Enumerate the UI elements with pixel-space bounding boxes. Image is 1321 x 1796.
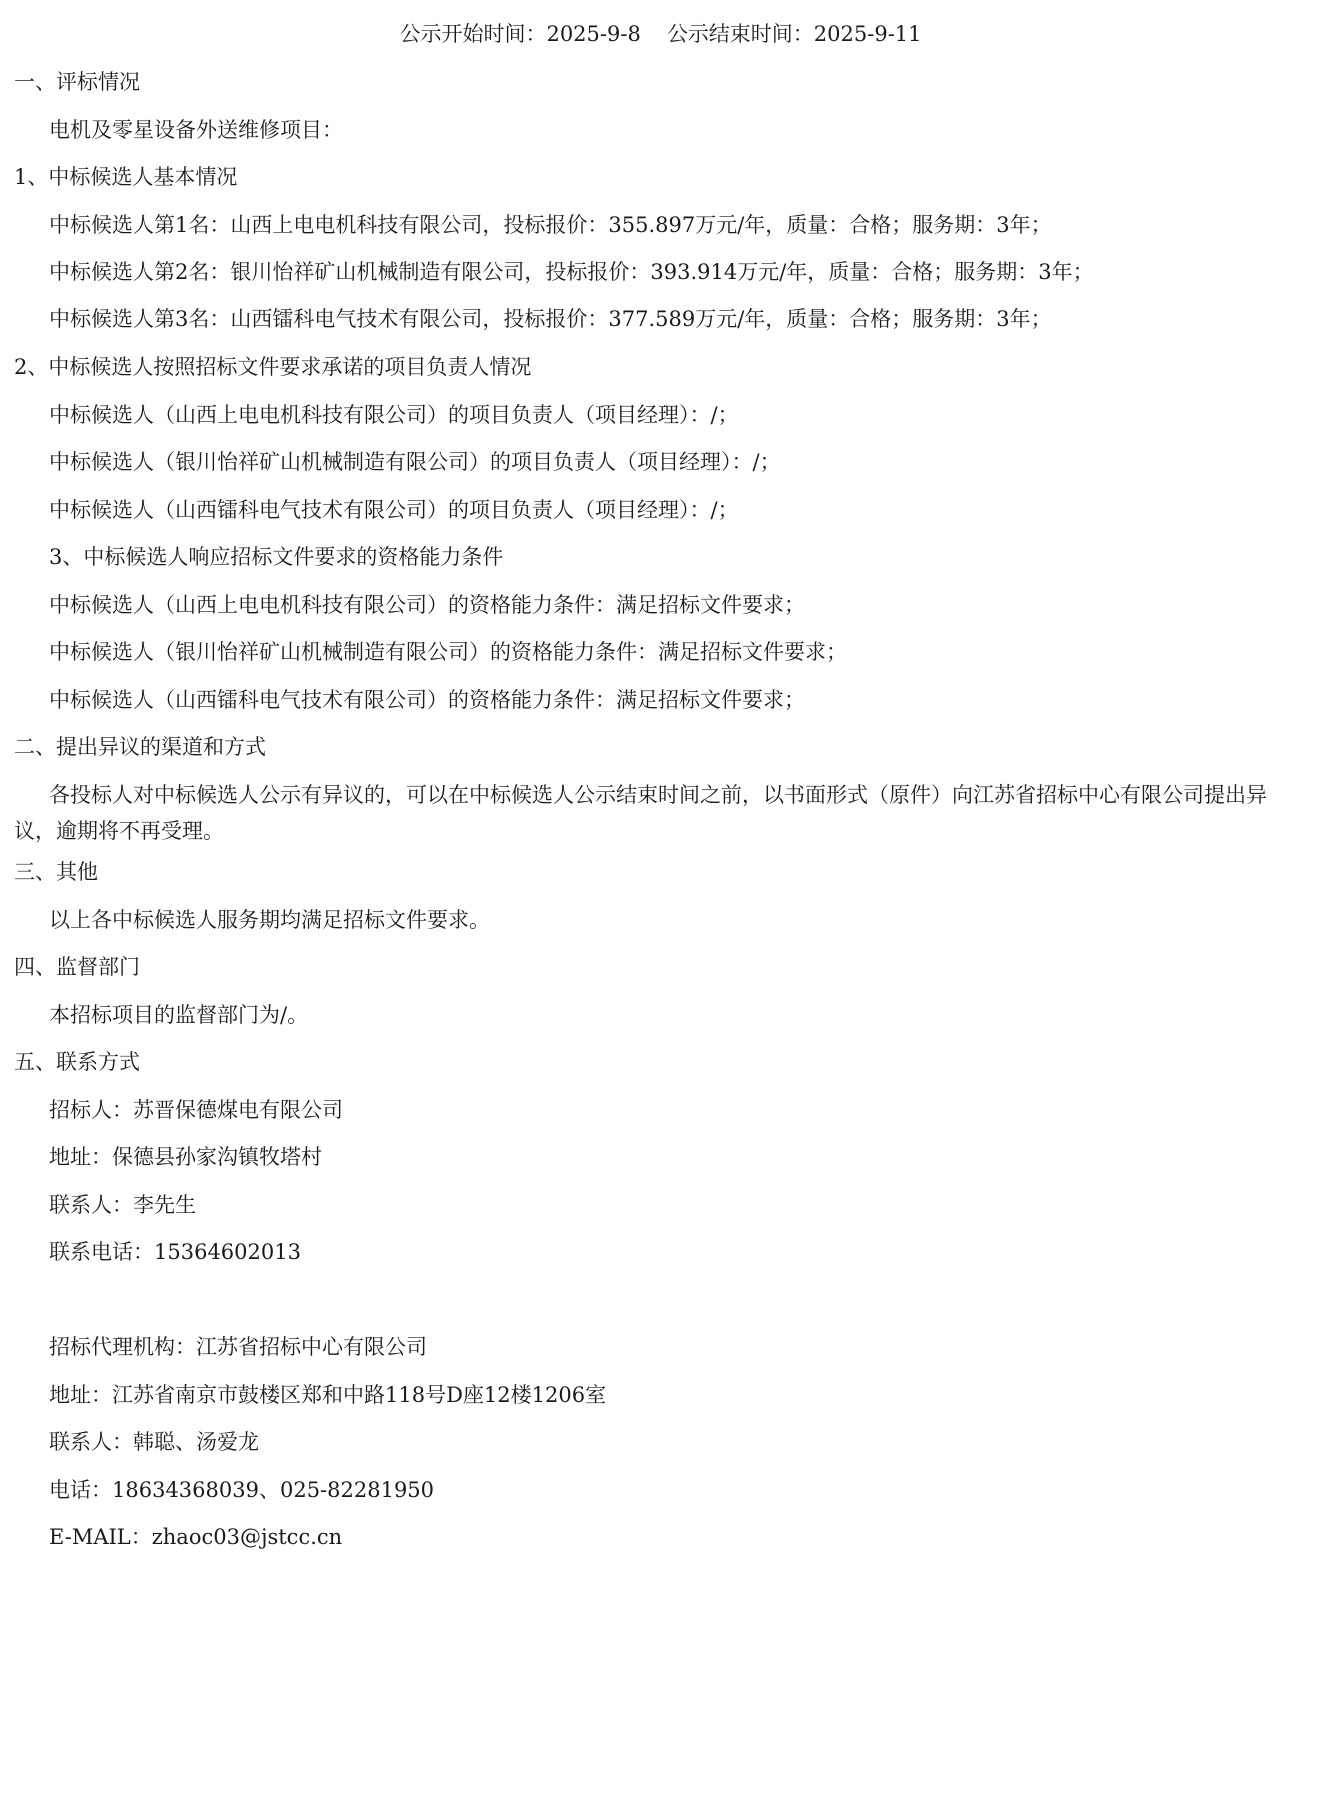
publicity-period (0, 20, 1321, 48)
objection-text: 各投标人对中标候选人公示有异议的，可以在中标候选人公示结束时间之前，以书面形式（原件）向江苏省招标中心有限公司提出异议，逾期将不再受理。 (14, 783, 1267, 843)
tenderer-contact: 联系人：李先生 (49, 1193, 196, 1217)
qualification-1: 中标候选人（山西上电电机科技有限公司）的资格能力条件：满足招标文件要求； (49, 593, 805, 617)
section-5-title: 五、联系方式 (14, 1050, 140, 1074)
project-manager-2: 中标候选人（银川怡祥矿山机械制造有限公司）的项目负责人（项目经理）：/； (49, 450, 781, 474)
agency-address: 地址：江苏省南京市鼓楼区郑和中路118号D座12楼1206室 (49, 1383, 607, 1407)
agency-name: 招标代理机构：江苏省招标中心有限公司 (49, 1335, 427, 1359)
section-4-title: 四、监督部门 (14, 955, 140, 979)
agency-phone: 电话：18634368039、025-82281950 (49, 1478, 435, 1502)
other-text: 以上各中标候选人服务期均满足招标文件要求。 (49, 908, 490, 932)
tenderer-phone: 联系电话：15364602013 (49, 1240, 301, 1264)
project-manager-1: 中标候选人（山西上电电机科技有限公司）的项目负责人（项目经理）：/； (49, 403, 739, 427)
publicity-start-time: 公示开始时间：2025-9-8 (399, 22, 641, 46)
qualification-3: 中标候选人（山西镭科电气技术有限公司）的资格能力条件：满足招标文件要求； (49, 688, 805, 712)
agency-contact: 联系人：韩聪、汤爱龙 (49, 1430, 259, 1454)
section-1-title: 一、评标情况 (14, 70, 140, 94)
subsection-2-title: 2、中标候选人按照招标文件要求承诺的项目负责人情况 (14, 355, 532, 379)
tenderer-address: 地址：保德县孙家沟镇牧塔村 (49, 1145, 322, 1169)
supervision-text: 本招标项目的监督部门为/。 (49, 1003, 309, 1027)
publicity-end-time: 公示结束时间：2025-9-11 (666, 22, 922, 46)
candidate-rank-2: 中标候选人第2名：银川怡祥矿山机械制造有限公司，投标报价：393.914万元/年，质量：合格；服务期：3年； (49, 260, 1094, 284)
qualification-2: 中标候选人（银川怡祥矿山机械制造有限公司）的资格能力条件：满足招标文件要求； (49, 640, 847, 664)
candidate-rank-3: 中标候选人第3名：山西镭科电气技术有限公司，投标报价：377.589万元/年，质量：合格；服务期：3年； (49, 307, 1052, 331)
tenderer-name: 招标人：苏晋保德煤电有限公司 (49, 1098, 343, 1122)
candidate-rank-1: 中标候选人第1名：山西上电电机科技有限公司，投标报价：355.897万元/年，质量：合格；服务期：3年； (49, 213, 1052, 237)
subsection-3-title: 3、中标候选人响应招标文件要求的资格能力条件 (49, 545, 504, 569)
subsection-1-title: 1、中标候选人基本情况 (14, 165, 238, 189)
section-3-title: 三、其他 (14, 860, 98, 884)
agency-email: E-MAIL：zhaoc03@jstcc.cn (49, 1525, 343, 1549)
section-2-title: 二、提出异议的渠道和方式 (14, 735, 266, 759)
project-manager-3: 中标候选人（山西镭科电气技术有限公司）的项目负责人（项目经理）：/； (49, 498, 739, 522)
project-name: 电机及零星设备外送维修项目： (49, 118, 343, 142)
